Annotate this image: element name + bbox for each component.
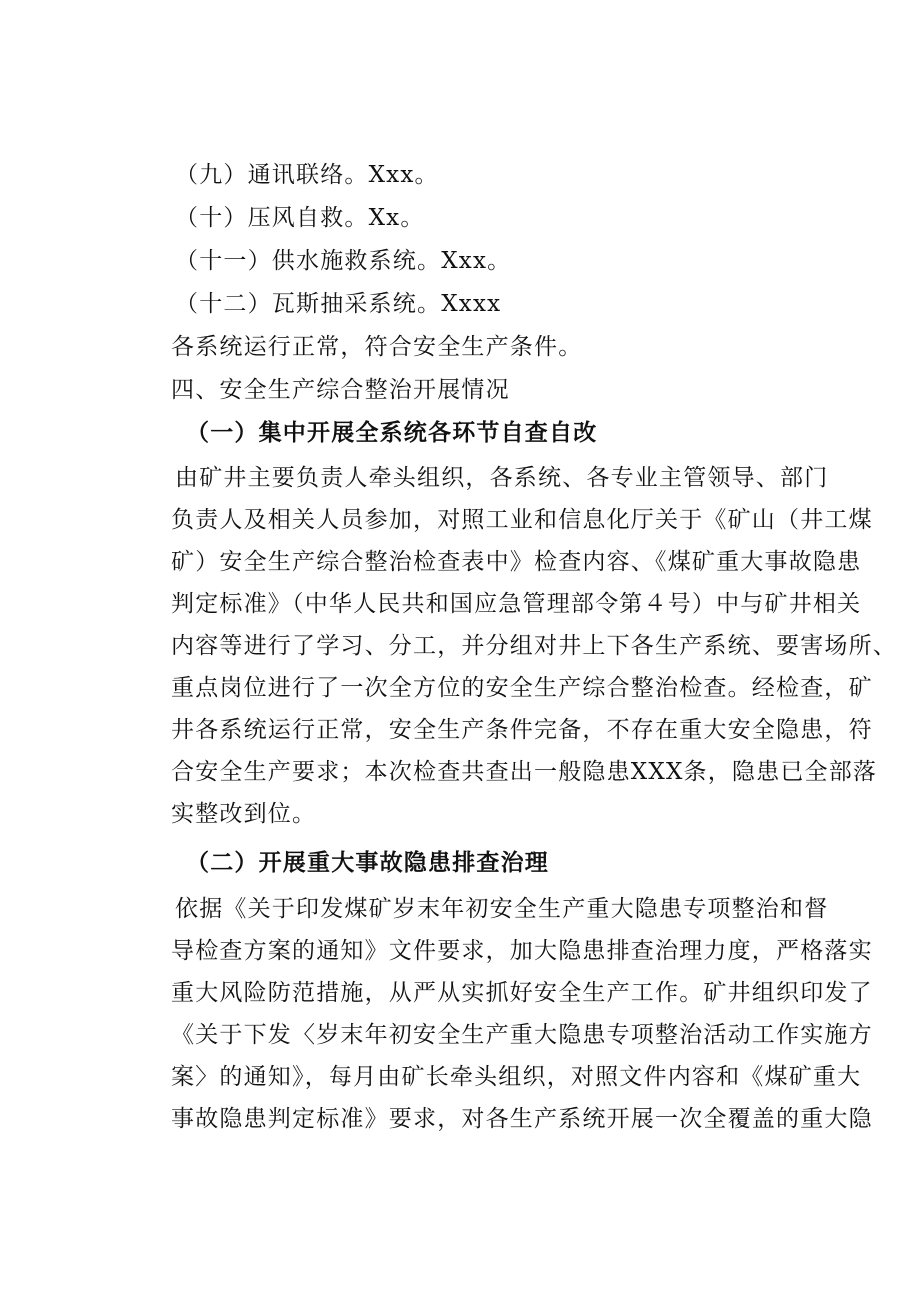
section-four-title: 四、安全生产综合整治开展情况 <box>171 377 510 403</box>
paragraph-line: 《关于下发〈岁末年初安全生产重大隐患专项整治活动工作实施方 <box>171 1022 873 1048</box>
paragraph-line: 依据《关于印发煤矿岁末年初安全生产重大隐患专项整治和督 <box>175 896 829 922</box>
list-item-9: （九）通讯联络。Xxx。 <box>175 162 439 188</box>
paragraph-line: 重大风险防范措施，从严从实抓好安全生产工作。矿井组织印发了 <box>171 980 873 1006</box>
paragraph-line: 实整改到位。 <box>171 801 317 827</box>
subsection-two-body <box>171 888 873 1140</box>
paragraph-line: 判定标准》（中华人民共和国应急管理部令第４号）中与矿井相关 <box>171 591 862 617</box>
list-item-12: （十二）瓦斯抽采系统。Xxxx <box>175 291 502 317</box>
paragraph-line: 案〉的通知》，每月由矿长牵头组织，对照文件内容和《煤矿重大 <box>171 1064 862 1090</box>
paragraph-line: 负责人及相关人员参加，对照工业和信息化厅关于《矿山（井工煤 <box>171 507 873 533</box>
paragraph-line: 合安全生产要求；本次检查共查出一般隐患XXX条，隐患已全部落 <box>171 759 878 785</box>
paragraph-line: 内容等进行了学习、分工，并分组对井上下各生产系统、要害场所、 <box>171 633 897 659</box>
paragraph-line: 由矿井主要负责人牵头组织，各系统、各专业主管领导、部门 <box>175 465 829 491</box>
list-item-10: （十）压风自救。Xx。 <box>175 205 425 231</box>
paragraph-line: 井各系统运行正常，安全生产条件完备，不存在重大安全隐患，符 <box>171 717 873 743</box>
paragraph-line: 矿）安全生产综合整治检查表中》检查内容、《煤矿重大事故隐患 <box>171 549 862 575</box>
summary-line: 各系统运行正常，符合安全生产条件。 <box>171 334 583 360</box>
paragraph-line: 事故隐患判定标准》要求，对各生产系统开展一次全覆盖的重大隐 <box>171 1106 873 1132</box>
paragraph-line: 导检查方案的通知》文件要求，加大隐患排查治理力度，严格落实 <box>171 938 873 964</box>
paragraph-line: 重点岗位进行了一次全方位的安全生产综合整治检查。经检查，矿 <box>171 675 873 701</box>
subsection-one-title: （一）集中开展全系统各环节自查自改 <box>186 419 598 446</box>
subsection-two-title: （二）开展重大事故隐患排查治理 <box>186 849 549 876</box>
subsection-one-body <box>171 457 897 835</box>
list-item-11: （十一）供水施救系统。Xxx。 <box>175 248 512 274</box>
